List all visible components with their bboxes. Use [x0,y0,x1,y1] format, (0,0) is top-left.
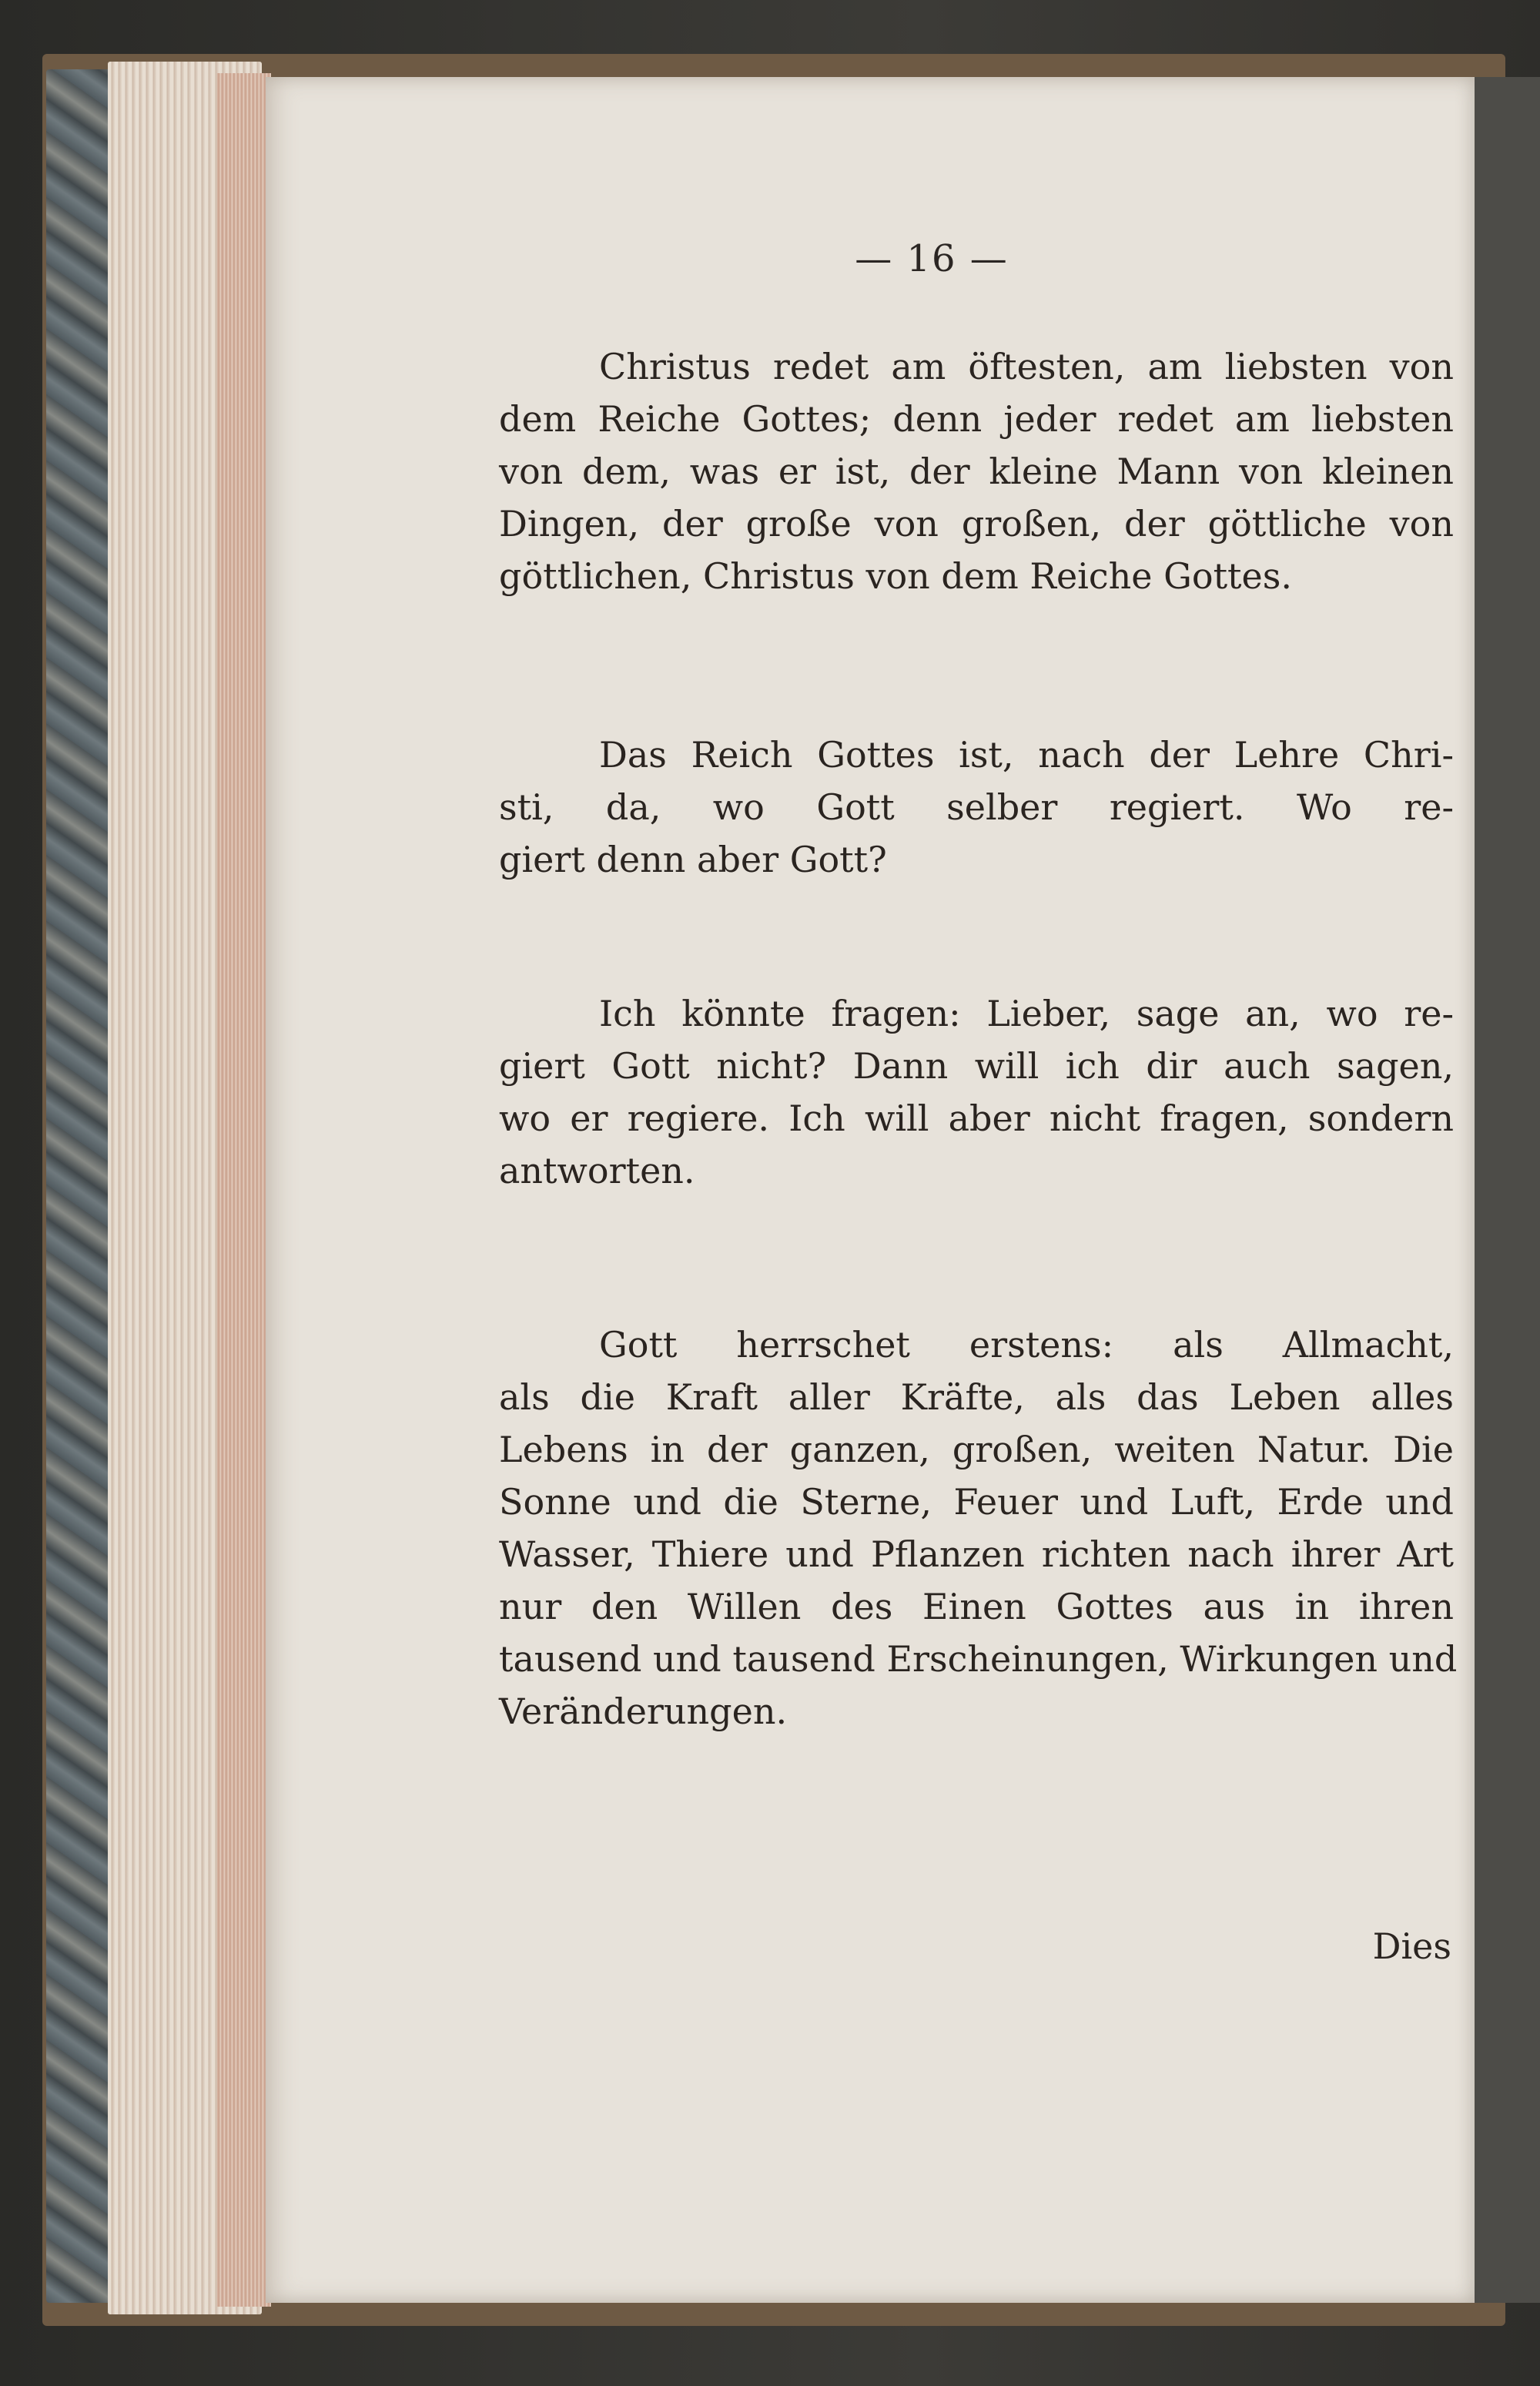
paragraph-4 [499,1319,1458,1738]
text-line: wo er regiere. Ich will aber nicht fragen, sondern [499,1097,1454,1139]
catchword: Dies [1372,1925,1451,1967]
page-edges [217,73,271,2307]
text-line: tausend und tausend Erscheinungen, Wirkungen und [499,1638,1458,1680]
paragraph-1 [499,340,1454,602]
text-line: giert Gott nicht? Dann will ich dir auch sagen, [499,1045,1454,1087]
text-line: antworten. [499,1150,695,1191]
text-line: dem Reiche Gottes; denn jeder redet am liebsten [499,398,1454,440]
text-line: Veränderungen. [499,1691,788,1732]
facing-page-shadow [1475,77,1540,2303]
text-line: als die Kraft aller Kräfte, als das Leben alles [499,1376,1454,1418]
text-line: Ich könnte fragen: Lieber, sage an, wo re- [599,993,1454,1034]
text-line: Sonne und die Sterne, Feuer und Luft, Erde und [499,1481,1454,1523]
text-line: Christus redet am öftesten, am liebsten von [599,346,1454,387]
text-line: von dem, was er ist, der kleine Mann von kleinen [499,451,1454,492]
text-line: Gott herrschet erstens: als Allmacht, [599,1324,1454,1366]
text-line: Das Reich Gottes ist, nach der Lehre Chri- [599,734,1454,776]
paragraph-2 [499,729,1454,886]
paragraph-3 [499,987,1454,1197]
text-line: nur den Willen des Einen Gottes aus in ihren [499,1586,1454,1627]
text-line: giert denn aber Gott? [499,839,887,880]
text-line: sti, da, wo Gott selber regiert. Wo re- [499,786,1454,828]
text-line: Wasser, Thiere und Pflanzen richten nach ihrer Art [499,1533,1454,1575]
text-line: Lebens in der ganzen, großen, weiten Natur. Die [499,1429,1454,1470]
page-number: — 16 — [855,237,1009,280]
text-line: göttlichen, Christus von dem Reiche Gottes. [499,555,1292,597]
text-line: Dingen, der große von großen, der göttliche von [499,503,1454,545]
